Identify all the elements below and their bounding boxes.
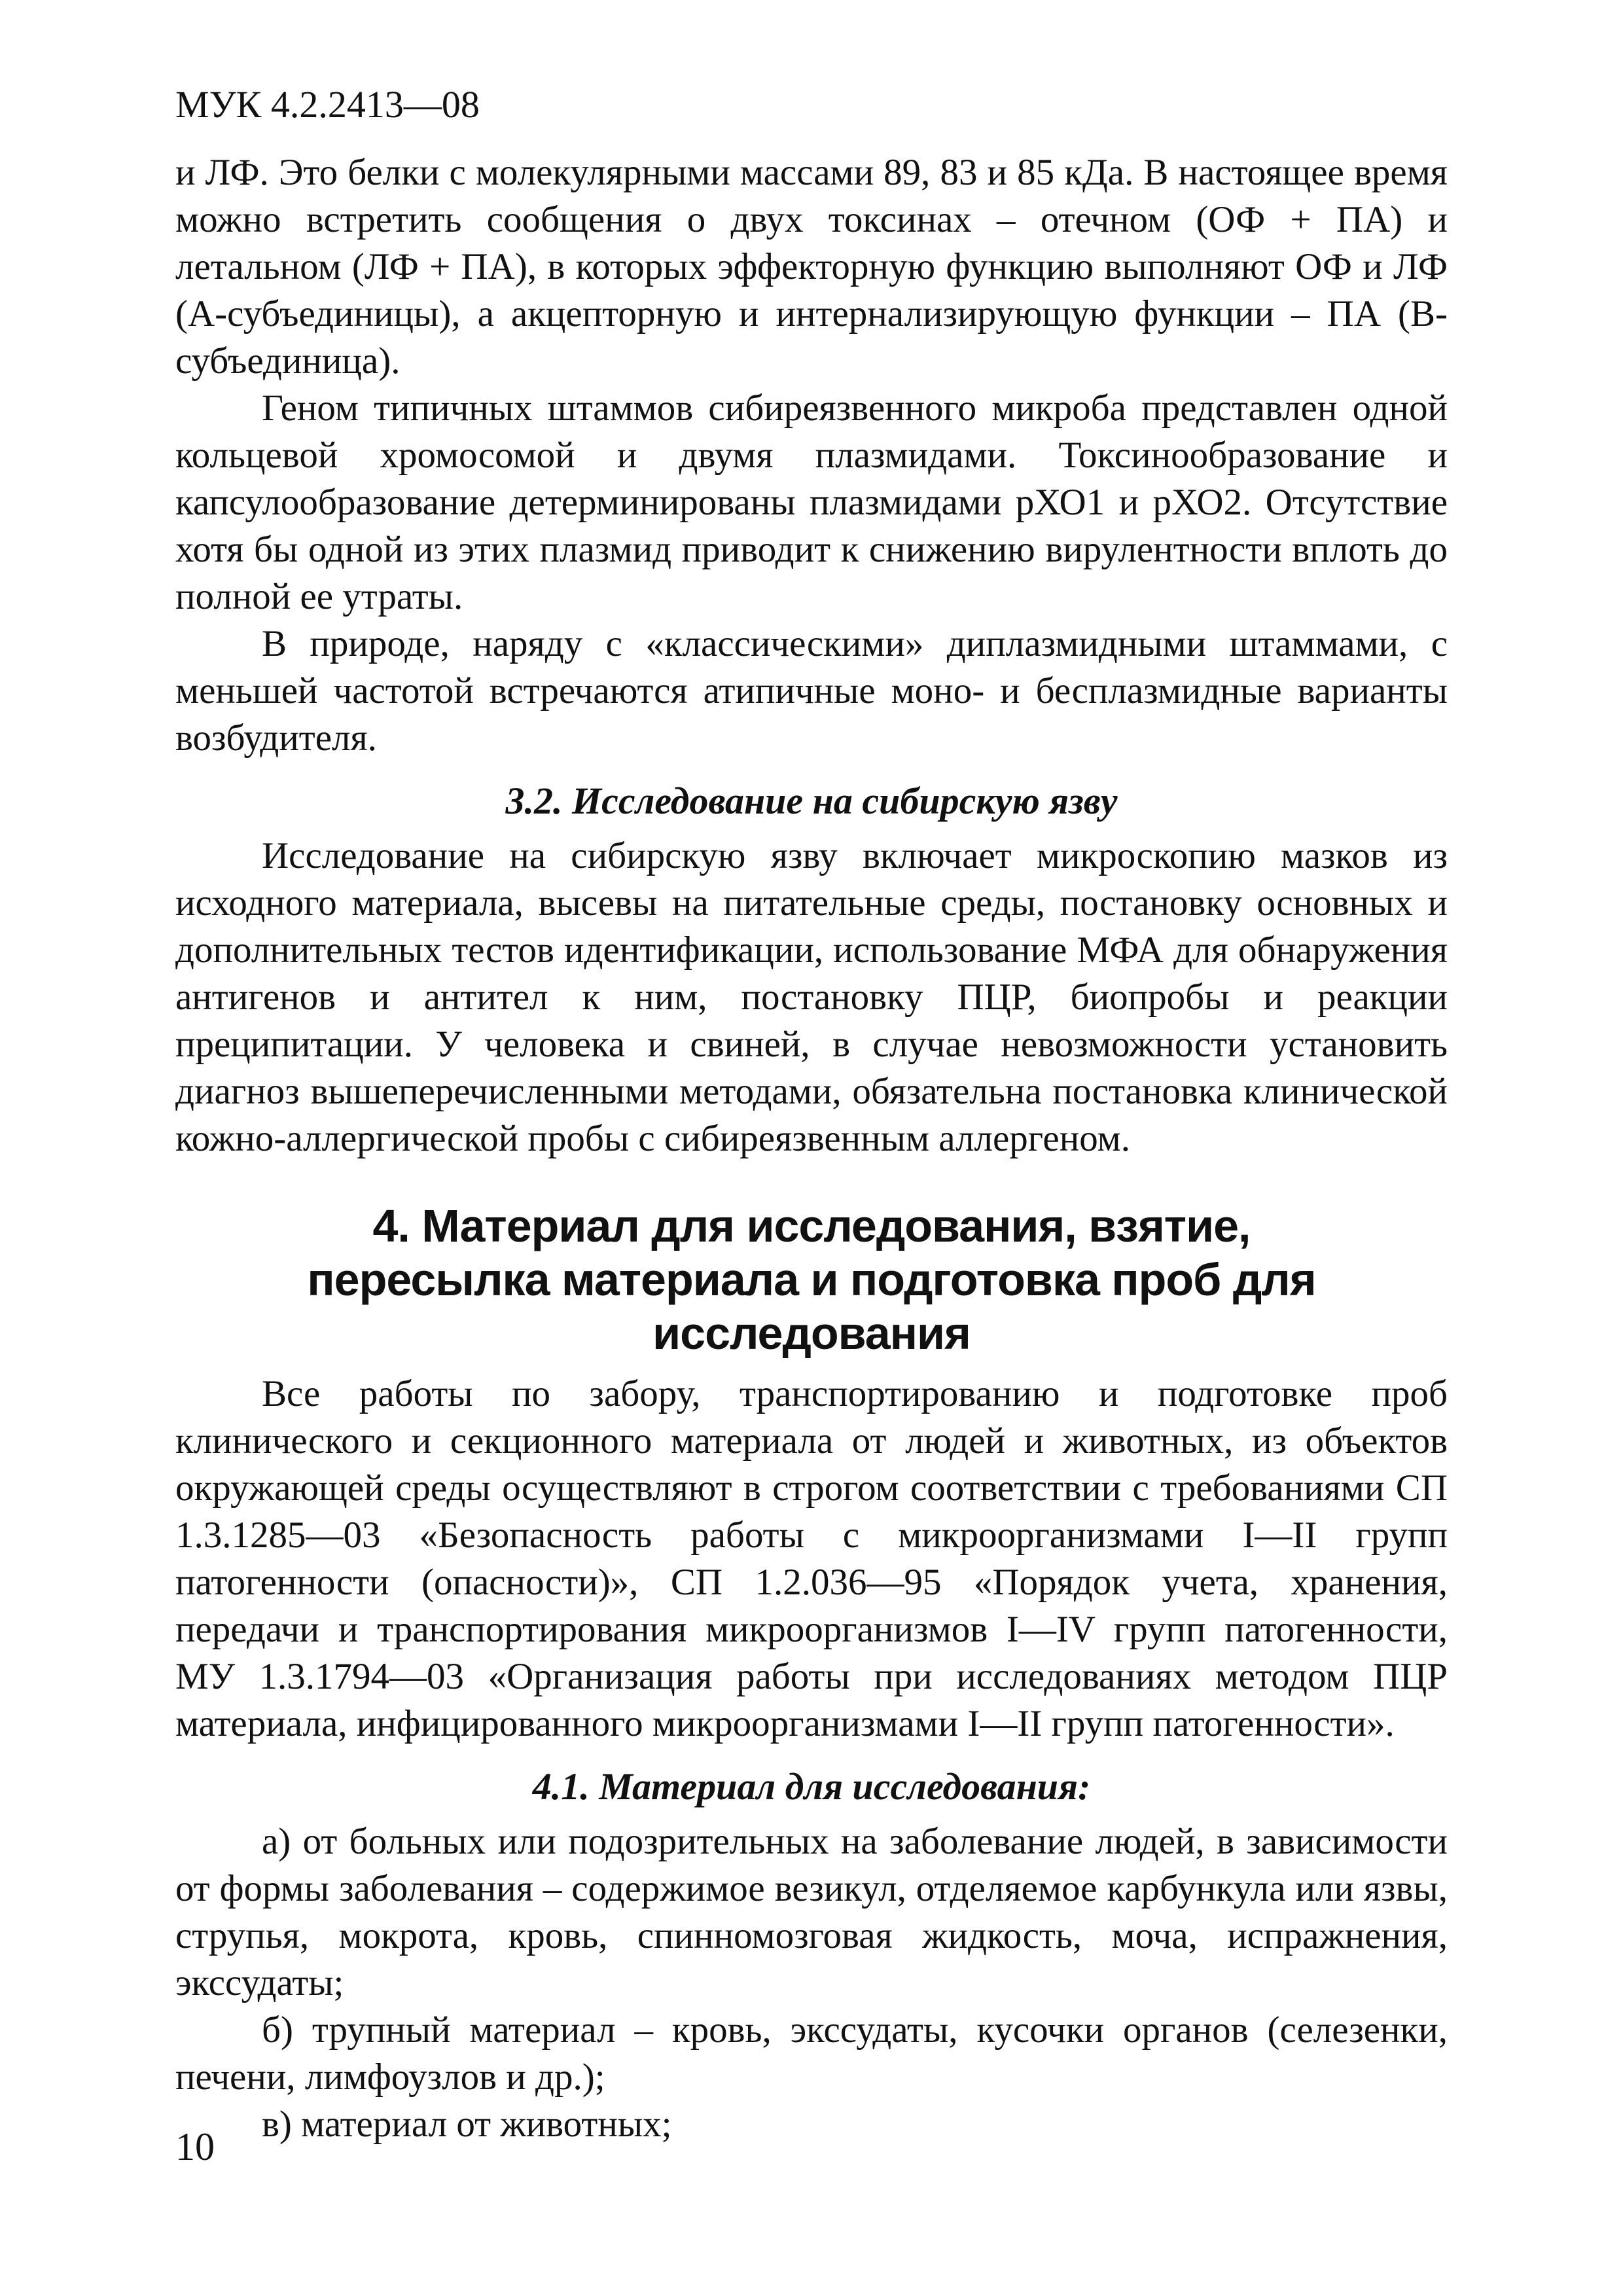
section-3-2-text: Исследование на сибирскую язву включает микроскопию мазков из исходного материала, высевы на питательные среды, постановку основных и дополнительных тестов идентификации, использование МФА для обнаружения антигенов и антител к ним, постановку ПЦР, биопробы и реакции преципитации. У человека и свиней, в случае невозможности установить диагноз вышеперечисленными методами, обязательна постановка клинической кожно-аллергической пробы с сибиреязвенным аллергеном. bbox=[175, 835, 1448, 1159]
section-4-heading bbox=[175, 1199, 1448, 1360]
section-3-2-heading: 3.2. Исследование на сибирскую язву bbox=[505, 780, 1118, 822]
list-item: в) материал от животных; bbox=[262, 2104, 672, 2145]
paragraph: Геном типичных штаммов сибиреязвенного микроба представлен одной кольцевой хромосомой и двумя плазмидами. Токсинообразование и капсулообразование детерминированы плазмидами рХО1 и рХО2. Отсутствие хотя бы одной из этих плазмид приводит к снижению вирулентности вплоть до полной ее утраты. bbox=[175, 387, 1448, 617]
section-4-heading-line-1: 4. Материал для исследования, взятие, bbox=[372, 1200, 1251, 1251]
list-item: б) трупный материал – кровь, экссудаты, кусочки органов (селезенки, печени, лимфоузлов и др.); bbox=[175, 2009, 1448, 2098]
section-4-1-heading: 4.1. Материал для исследования: bbox=[532, 1765, 1091, 1808]
paragraph: В природе, наряду с «классическими» диплазмидными штаммами, с меньшей частотой встречаются атипичные моно- и бесплазмидные варианты возбудителя. bbox=[175, 623, 1448, 759]
document-page bbox=[175, 79, 1448, 2148]
section-4-text: Все работы по забору, транспортированию и подготовке проб клинического и секционного материала от людей и животных, из объектов окружающей среды осуществляют в строгом соответствии с требованиями СП 1.3.1285—03 «Безопасность работы с микроорганизмами I—II групп патогенности (опасности)», СП 1.2.036—95 «Порядок учета, хранения, передачи и транспортирования микроорганизмов I—IV групп патогенности, МУ 1.3.1794—03 «Организация работы при исследованиях методом ПЦР материала, инфицированного микроорганизмами I—II групп патогенности». bbox=[175, 1373, 1448, 1744]
list-item: а) от больных или подозрительных на заболевание людей, в зависимости от формы заболевания – содержимое везикул, отделяемое карбункула или язвы, струпья, мокрота, кровь, спинномозговая жидкость, моча, испражнения, экссудаты; bbox=[175, 1821, 1448, 2003]
section-4-heading-line-2: пересылка материала и подготовка проб для исследования bbox=[307, 1254, 1316, 1359]
page-number: 10 bbox=[175, 2125, 215, 2168]
paragraph: и ЛФ. Это белки с молекулярными массами 89, 83 и 85 кДа. В настоящее время можно встретить сообщения о двух токсинах – отечном (ОФ + ПА) и летальном (ЛФ + ПА), в которых эффекторную функцию выполняют ОФ и ЛФ (А-субъединицы), а акцепторную и интернализирующую функции – ПА (В-субъединица). bbox=[175, 152, 1448, 382]
running-head: МУК 4.2.2413—08 bbox=[175, 83, 480, 126]
